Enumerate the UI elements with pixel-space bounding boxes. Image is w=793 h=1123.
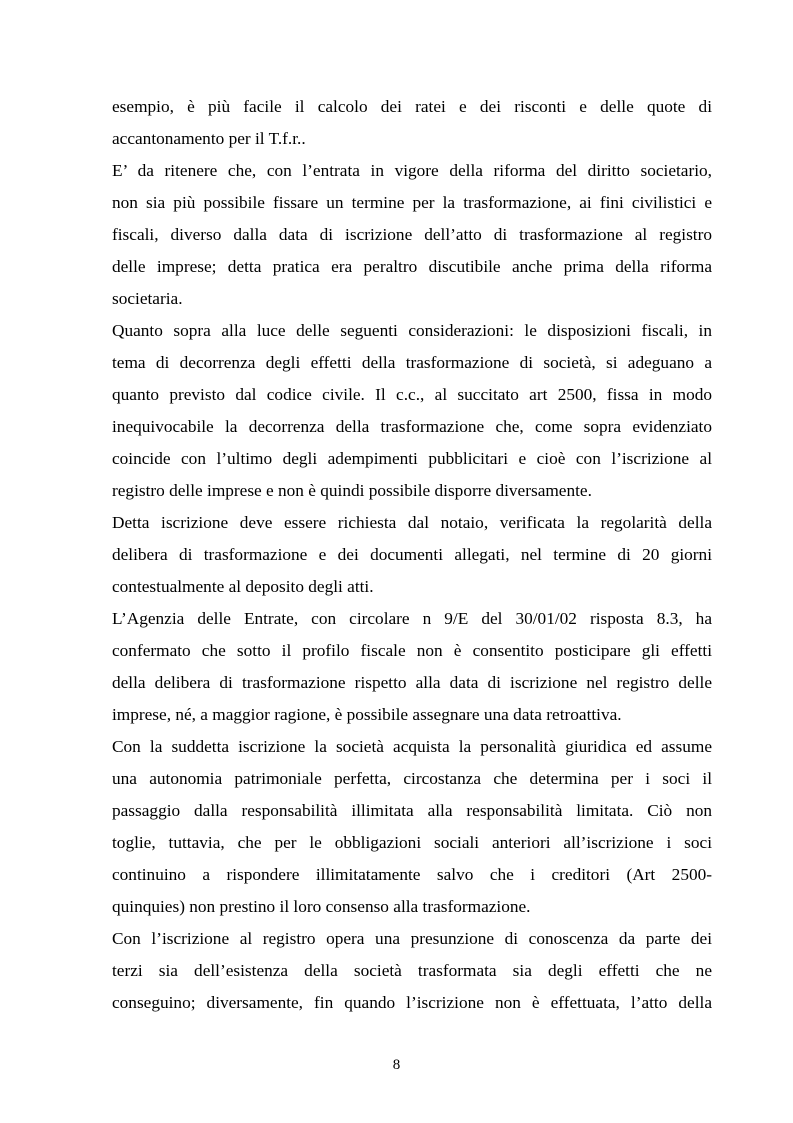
text-line: Con la suddetta iscrizione la società acquista la personalità giuridica ed assume (112, 737, 712, 756)
text-line: E’ da ritenere che, con l’entrata in vigore della riforma del diritto societario, (112, 161, 712, 180)
text-line: L’Agenzia delle Entrate, con circolare n 9/E del 30/01/02 risposta 8.3, ha (112, 609, 712, 628)
text-line: contestualmente al deposito degli atti. (112, 577, 374, 596)
text-line: registro delle imprese e non è quindi possibile disporre diversamente. (112, 481, 592, 500)
text-line: fiscali, diverso dalla data di iscrizione dell’atto di trasformazione al registro (112, 225, 712, 244)
text-line: confermato che sotto il profilo fiscale non è consentito posticipare gli effetti (112, 641, 712, 660)
text-line: tema di decorrenza degli effetti della trasformazione di società, si adeguano a (112, 353, 712, 372)
text-line: esempio, è più facile il calcolo dei ratei e dei risconti e delle quote di (112, 97, 712, 116)
text-line: terzi sia dell’esistenza della società trasformata sia degli effetti che ne (112, 961, 712, 980)
text-line: Detta iscrizione deve essere richiesta dal notaio, verificata la regolarità della (112, 513, 712, 532)
text-line: quinquies) non prestino il loro consenso alla trasformazione. (112, 897, 531, 916)
page-number: 8 (392, 1057, 401, 1073)
text-line: societaria. (112, 289, 183, 308)
text-line: Con l’iscrizione al registro opera una presunzione di conoscenza da parte dei (112, 929, 712, 948)
text-line: quanto previsto dal codice civile. Il c.c., al succitato art 2500, fissa in modo (112, 385, 712, 404)
text-line: Quanto sopra alla luce delle seguenti considerazioni: le disposizioni fiscali, in (112, 321, 712, 340)
text-line: delle imprese; detta pratica era peraltro discutibile anche prima della riforma (112, 257, 712, 276)
text-line: non sia più possibile fissare un termine per la trasformazione, ai fini civilistici e (112, 193, 712, 212)
text-line: imprese, né, a maggior ragione, è possibile assegnare una data retroattiva. (112, 705, 622, 724)
text-line: accantonamento per il T.f.r.. (112, 129, 306, 148)
text-line: continuino a rispondere illimitatamente salvo che i creditori (Art 2500- (112, 865, 712, 884)
text-line: delibera di trasformazione e dei documenti allegati, nel termine di 20 giorni (112, 545, 712, 564)
text-line: conseguino; diversamente, fin quando l’iscrizione non è effettuata, l’atto della (112, 993, 712, 1012)
text-line: toglie, tuttavia, che per le obbligazioni sociali anteriori all’iscrizione i soci (112, 833, 712, 852)
text-line: passaggio dalla responsabilità illimitata alla responsabilità limitata. Ciò non (112, 801, 712, 820)
text-line: della delibera di trasformazione rispetto alla data di iscrizione nel registro delle (112, 673, 712, 692)
text-line: inequivocabile la decorrenza della trasformazione che, come sopra evidenziato (112, 417, 712, 436)
text-line: una autonomia patrimoniale perfetta, circostanza che determina per i soci il (112, 769, 712, 788)
text-line: coincide con l’ultimo degli adempimenti pubblicitari e cioè con l’iscrizione al (112, 449, 712, 468)
